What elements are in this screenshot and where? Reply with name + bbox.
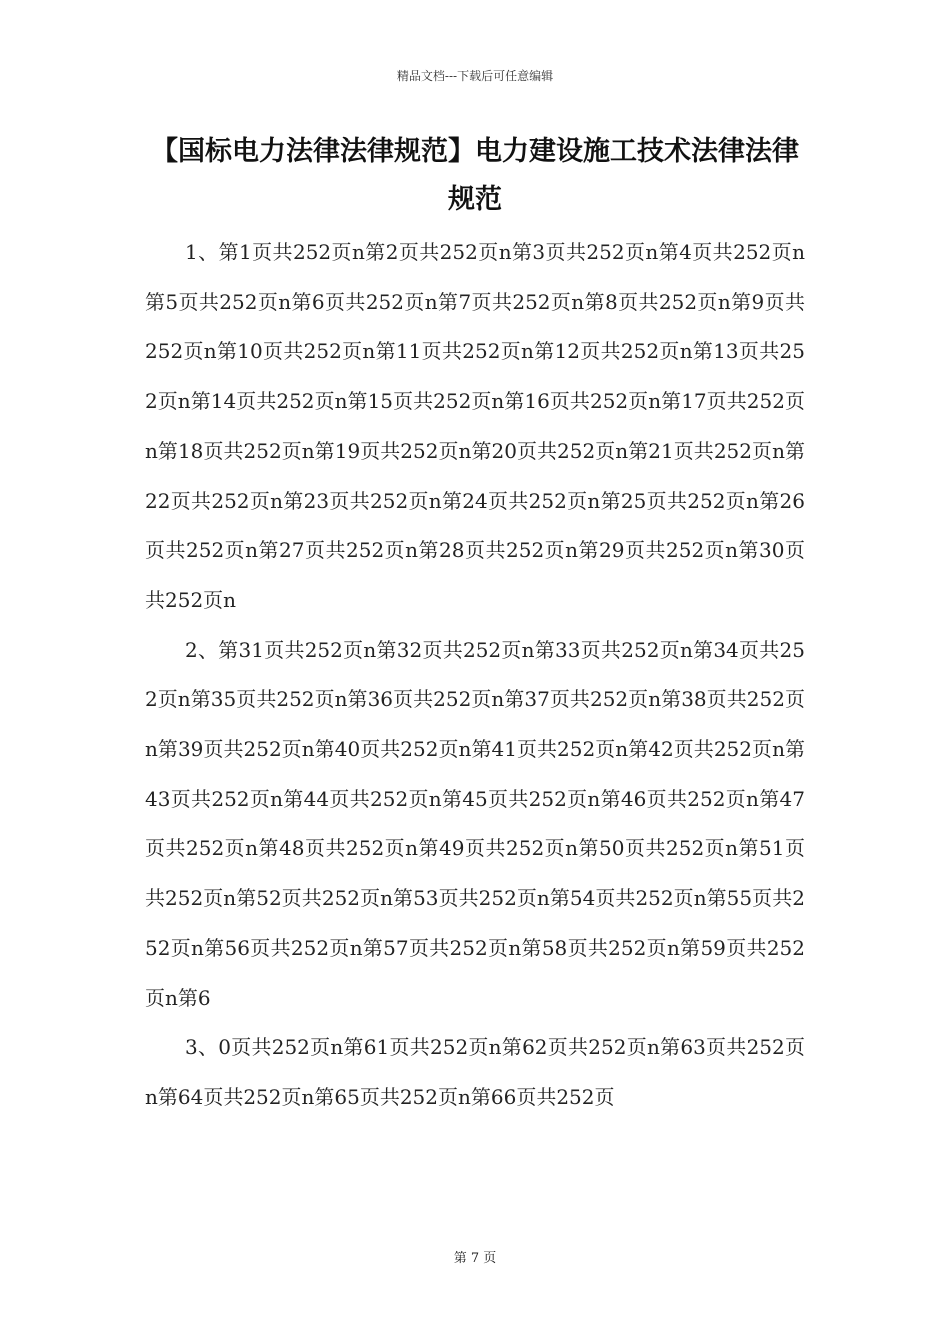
paragraph-1: 1、第1页共252页n第2页共252页n第3页共252页n第4页共252页n第5页共252页n第6页共252页n第7页共252页n第8页共252页n第9页共252页n第10页共252页n第11页共252页n第12页共252页n第13页共252页n第14页共252页n第15页共252页n第16页共252页n第17页共252页n第18页共252页n第19页共252页n第20页共252页n第21页共252页n第22页共252页n第23页共252页n第24页共252页n第25页共252页n第26页共252页n第27页共252页n第28页共252页n第29页共252页n第30页共252页n (145, 240, 805, 612)
document-body (145, 228, 805, 1123)
page-header-note: 精品文档---下载后可任意编辑 (396, 69, 554, 83)
page-number: 第 7 页 (453, 1251, 497, 1266)
paragraph-2: 2、第31页共252页n第32页共252页n第33页共252页n第34页共252页n第35页共252页n第36页共252页n第37页共252页n第38页共252页n第39页共252页n第40页共252页n第41页共252页n第42页共252页n第43页共252页n第44页共252页n第45页共252页n第46页共252页n第47页共252页n第48页共252页n第49页共252页n第50页共252页n第51页共252页n第52页共252页n第53页共252页n第54页共252页n第55页共252页n第56页共252页n第57页共252页n第58页共252页n第59页共252页n第6 (145, 637, 805, 1010)
paragraph-3: 3、0页共252页n第61页共252页n第62页共252页n第63页共252页n第64页共252页n第65页共252页n第66页共252页 (145, 1035, 805, 1109)
document-title: 【国标电力法律法律规范】电力建设施工技术法律法律规范 (151, 136, 799, 215)
